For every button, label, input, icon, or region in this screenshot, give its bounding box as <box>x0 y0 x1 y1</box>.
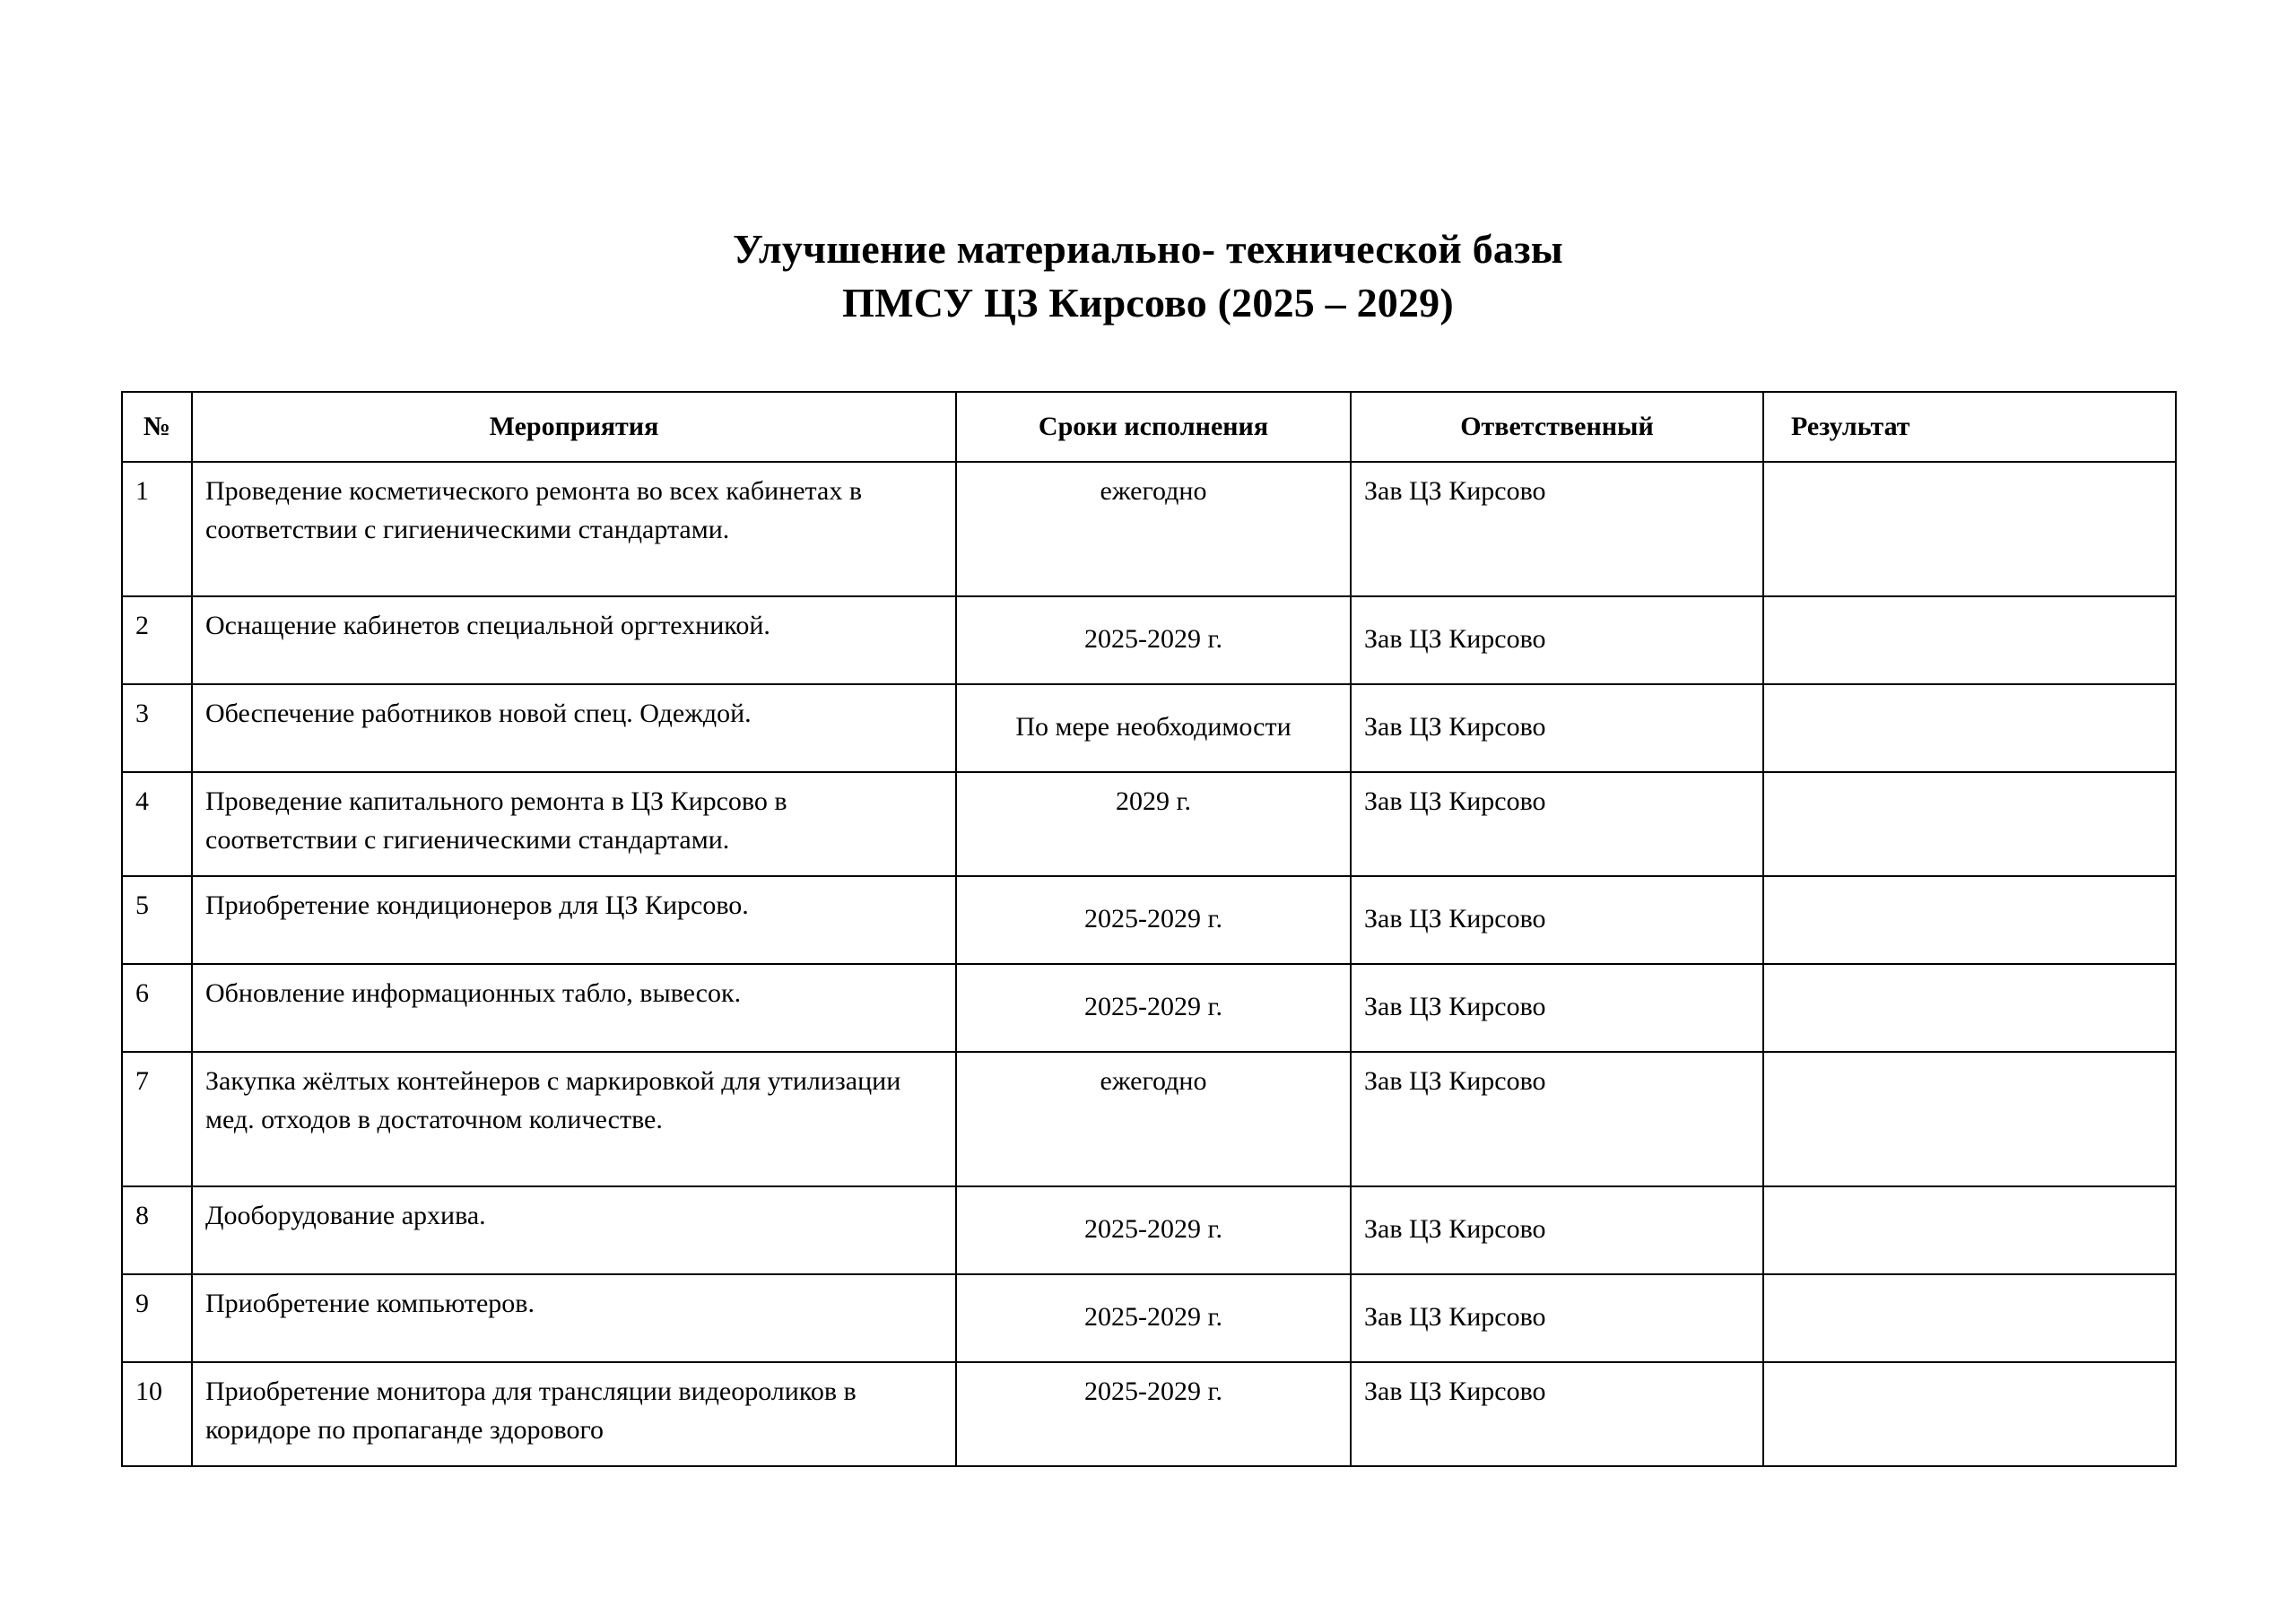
column-header-result: Результат <box>1763 392 2176 462</box>
table-row <box>122 1052 2176 1186</box>
cell-result <box>1763 1186 2176 1274</box>
plan-table-container <box>121 330 2175 1467</box>
table-row <box>122 462 2176 596</box>
cell-result <box>1763 1274 2176 1362</box>
cell-result <box>1763 684 2176 772</box>
cell-result <box>1763 876 2176 964</box>
page-title-line-1: Улучшение материально- технической базы <box>733 226 1563 272</box>
cell-responsible: Зав ЦЗ Кирсово <box>1351 964 1763 1052</box>
cell-term: 2025-2029 г. <box>956 876 1351 964</box>
cell-result <box>1763 462 2176 596</box>
table-row <box>122 772 2176 876</box>
cell-event: Приобретение монитора для трансляции видеороликов в коридоре по пропаганде здорового <box>192 1362 956 1466</box>
cell-event: Приобретение кондиционеров для ЦЗ Кирсово. <box>192 876 956 964</box>
page-title <box>0 0 2296 330</box>
table-row <box>122 596 2176 684</box>
cell-number: 3 <box>122 684 192 772</box>
cell-term: По мере необходимости <box>956 684 1351 772</box>
table-row <box>122 876 2176 964</box>
cell-responsible: Зав ЦЗ Кирсово <box>1351 1186 1763 1274</box>
cell-responsible: Зав ЦЗ Кирсово <box>1351 462 1763 596</box>
cell-term: 2029 г. <box>956 772 1351 876</box>
cell-number: 10 <box>122 1362 192 1466</box>
column-header-term: Сроки исполнения <box>956 392 1351 462</box>
cell-term: ежегодно <box>956 1052 1351 1186</box>
cell-number: 2 <box>122 596 192 684</box>
cell-event: Дооборудование архива. <box>192 1186 956 1274</box>
cell-responsible: Зав ЦЗ Кирсово <box>1351 876 1763 964</box>
cell-event: Оснащение кабинетов специальной оргтехникой. <box>192 596 956 684</box>
table-row <box>122 1362 2176 1466</box>
cell-number: 1 <box>122 462 192 596</box>
table-row <box>122 1186 2176 1274</box>
cell-term: 2025-2029 г. <box>956 964 1351 1052</box>
cell-number: 5 <box>122 876 192 964</box>
table-header-row <box>122 392 2176 462</box>
cell-number: 4 <box>122 772 192 876</box>
cell-term: ежегодно <box>956 462 1351 596</box>
table-row <box>122 1274 2176 1362</box>
cell-responsible: Зав ЦЗ Кирсово <box>1351 772 1763 876</box>
cell-number: 8 <box>122 1186 192 1274</box>
cell-result <box>1763 1362 2176 1466</box>
column-header-responsible: Ответственный <box>1351 392 1763 462</box>
table-body <box>122 462 2176 1466</box>
cell-responsible: Зав ЦЗ Кирсово <box>1351 1362 1763 1466</box>
table-header <box>122 392 2176 462</box>
cell-responsible: Зав ЦЗ Кирсово <box>1351 596 1763 684</box>
cell-event: Приобретение компьютеров. <box>192 1274 956 1362</box>
cell-number: 6 <box>122 964 192 1052</box>
cell-number: 7 <box>122 1052 192 1186</box>
cell-responsible: Зав ЦЗ Кирсово <box>1351 1052 1763 1186</box>
cell-result <box>1763 964 2176 1052</box>
cell-term: 2025-2029 г. <box>956 1186 1351 1274</box>
cell-term: 2025-2029 г. <box>956 1274 1351 1362</box>
cell-event: Обновление информационных табло, вывесок. <box>192 964 956 1052</box>
cell-term: 2025-2029 г. <box>956 1362 1351 1466</box>
cell-number: 9 <box>122 1274 192 1362</box>
cell-result <box>1763 1052 2176 1186</box>
cell-term: 2025-2029 г. <box>956 596 1351 684</box>
cell-responsible: Зав ЦЗ Кирсово <box>1351 1274 1763 1362</box>
column-header-number: № <box>122 392 192 462</box>
plan-table <box>121 391 2177 1467</box>
cell-event: Закупка жёлтых контейнеров с маркировкой для утилизации мед. отходов в достаточном количестве. <box>192 1052 956 1186</box>
column-header-event: Мероприятия <box>192 392 956 462</box>
cell-responsible: Зав ЦЗ Кирсово <box>1351 684 1763 772</box>
page-title-line-2: ПМСУ ЦЗ Кирсово (2025 – 2029) <box>842 279 1454 326</box>
table-row <box>122 964 2176 1052</box>
cell-result <box>1763 772 2176 876</box>
cell-event: Проведение косметического ремонта во всех кабинетах в соответствии с гигиеническими стандартами. <box>192 462 956 596</box>
cell-event: Обеспечение работников новой спец. Одеждой. <box>192 684 956 772</box>
cell-event: Проведение капитального ремонта в ЦЗ Кирсово в соответствии с гигиеническими стандартами. <box>192 772 956 876</box>
cell-result <box>1763 596 2176 684</box>
table-row <box>122 684 2176 772</box>
